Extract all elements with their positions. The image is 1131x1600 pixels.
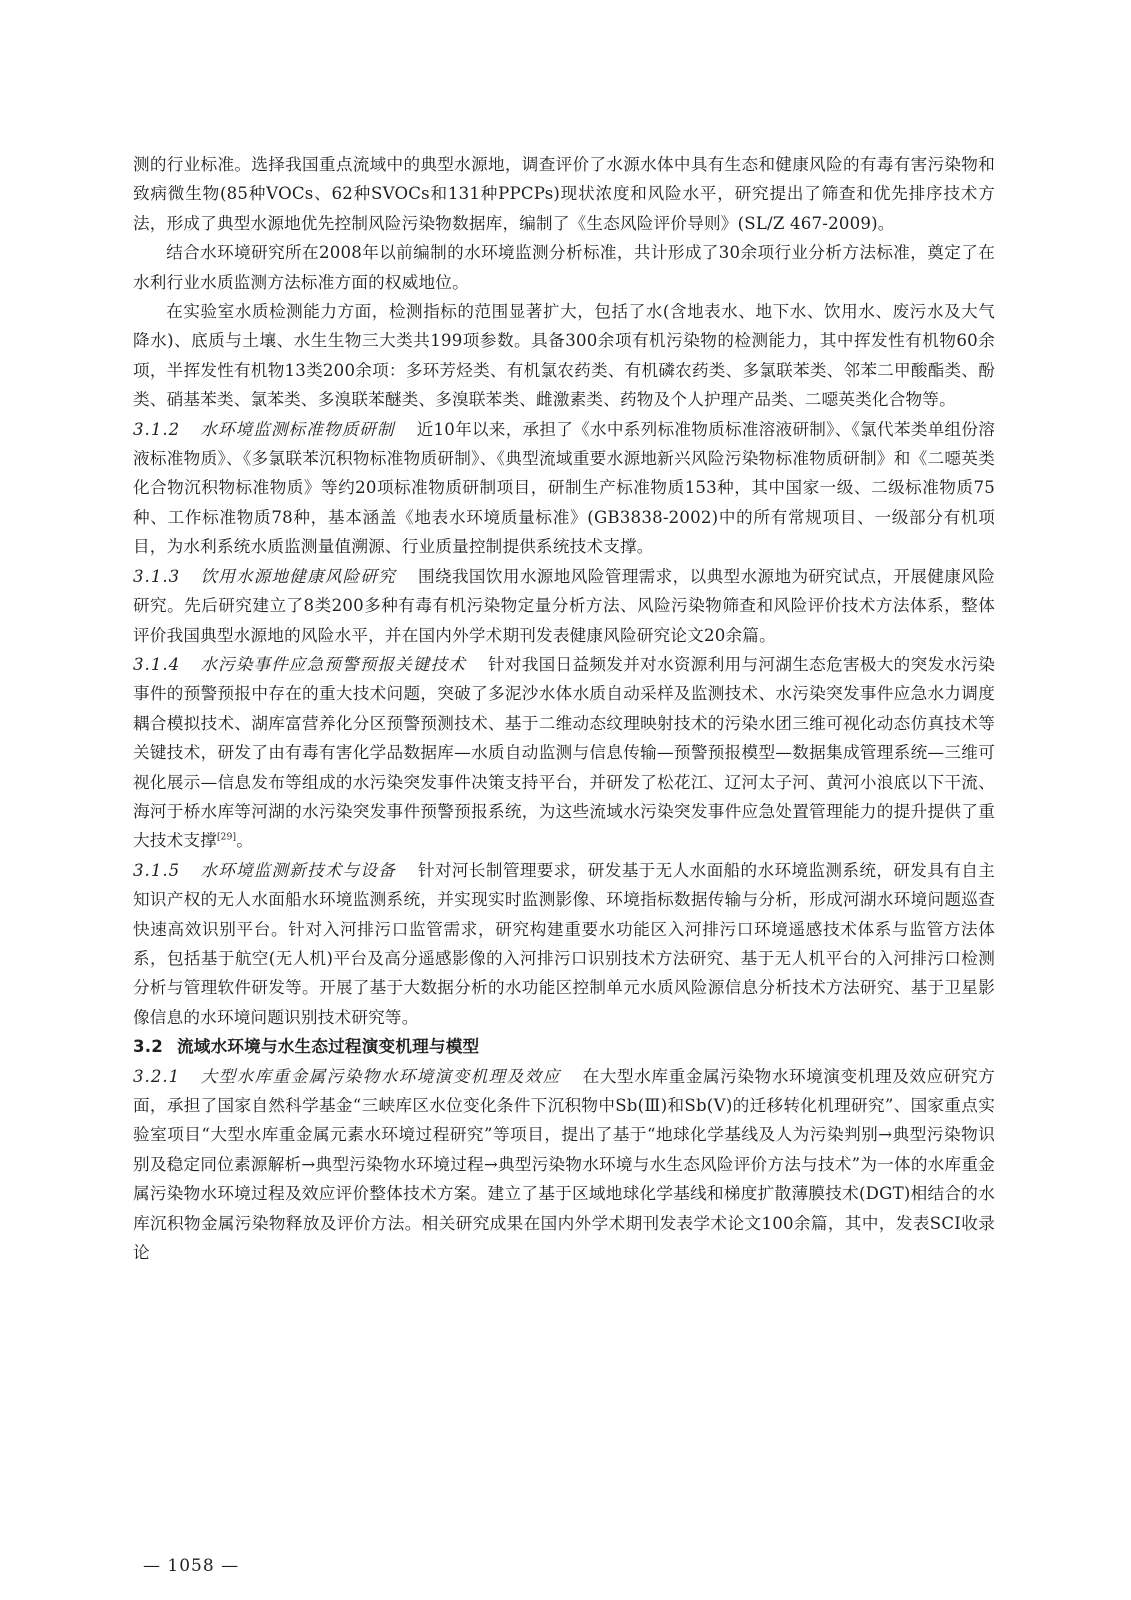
section-3-1-5 [133,856,995,1032]
section-3-1-3 [133,562,995,650]
paragraph-lab-capability: 在实验室水质检测能力方面，检测指标的范围显著扩大，包括了水(含地表水、地下水、饮用水、废污水及大气降水)、底质与土壤、水生生物三大类共199项参数。具备300余项有机污染物的检测能力，其中挥发性有机物60余项，半挥发性有机物13类200余项：多环芳烃类、有机氯农药类、有机磷农药类、多氯联苯类、邻苯二甲酸酯类、酚类、硝基苯类、氯苯类、多溴联苯醚类、多溴联苯类、雌激素类、药物及个人护理产品类、二噁英类化合物等。 [133,302,995,410]
section-body: 针对我国日益频发并对水资源利用与河湖生态危害极大的突发水污染事件的预警预报中存在的重大技术问题，突破了多泥沙水体水质自动采样及监测技术、水污染突发事件应急水力调度耦合模拟技术、湖库富营养化分区预警预测技术、基于二维动态纹理映射技术的污染水团三维可视化动态仿真技术等关键技术，研发了由有毒有害化学品数据库—水质自动监测与信息传输—预警预报模型—数据集成管理系统—三维可视化展示—信息发布等组成的水污染突发事件决策支持平台，并研发了松花江、辽河太子河、黄河小浪底以下干流、海河于桥水库等河湖的水污染突发事件预警预报系统，为这些流域水污染突发事件应急处置管理能力的提升提供了重大技术支撑 [133,654,996,851]
citation-reference: [29] [216,832,237,843]
section-title: 水污染事件应急预警预报关键技术 [200,654,466,674]
section-title: 水环境监测新技术与设备 [200,860,396,880]
section-body: 针对河长制管理要求，研发基于无人水面船的水环境监测系统，研发具有自主知识产权的无人水面船水环境监测系统，并实现实时监测影像、环境指标数据传输与分析，形成河湖水环境问题巡查快速高效识别平台。针对入河排污口监管需求，研究构建重要水功能区入河排污口环境遥感技术体系与监管方法体系，包括基于航空(无人机)平台及高分遥感影像的入河排污口识别技术方法研究、基于无人机平台的入河排污口检测分析与管理软件研发等。开展了基于大数据分析的水功能区控制单元水质风险源信息分析技术方法研究、基于卫星影像信息的水环境问题识别技术研究等。 [133,860,995,1027]
section-number: 3.1.3 [133,566,181,586]
section-3-2-1 [133,1062,995,1268]
section-heading-3-2 [133,1032,995,1061]
section-3-1-2 [133,415,995,562]
section-title: 流域水环境与水生态过程演变机理与模型 [177,1037,480,1057]
section-3-1-4 [133,650,995,856]
section-body-tail: 。 [236,831,254,851]
section-number: 3.2.1 [133,1066,181,1086]
section-number: 3.1.5 [133,860,181,880]
paragraph-standards: 结合水环境研究所在2008年以前编制的水环境监测分析标准，共计形成了30余项行业分析方法标准，奠定了在水利行业水质监测方法标准方面的权威地位。 [133,243,995,292]
body-text [133,150,995,1267]
section-number: 3.1.2 [133,419,181,439]
page-number: — 1058 — [143,1556,240,1576]
section-number: 3.2 [133,1037,163,1057]
section-body: 近10年以来，承担了《水中系列标准物质标准溶液研制》、《氯代苯类单组份溶液标准物质》、《多氯联苯沉积物标准物质研制》、《典型流域重要水源地新兴风险污染物标准物质研制》和《二噁英类化合物沉积物标准物质》等约20项标准物质研制项目，研制生产标准物质153种，其中国家一级、二级标准物质75种、工作标准物质78种，基本涵盖《地表水环境质量标准》(GB3838-2002)中的所有常规项目、一级部分有机项目，为水利系统水质监测量值溯源、行业质量控制提供系统技术支撑。 [133,419,996,557]
section-title: 水环境监测标准物质研制 [200,419,395,439]
section-title: 饮用水源地健康风险研究 [200,566,396,586]
paragraph-continuation: 测的行业标准。选择我国重点流域中的典型水源地，调查评价了水源水体中具有生态和健康风险的有毒有害污染物和致病微生物(85种VOCs、62种SVOCs和131种PPCPs)现状浓度和风险水平，研究提出了筛查和优先排序技术方法，形成了典型水源地优先控制风险污染物数据库，编制了《生态风险评价导则》(SL/Z 467-2009)。 [133,155,995,233]
section-number: 3.1.4 [133,654,181,674]
section-body: 围绕我国饮用水源地风险管理需求，以典型水源地为研究试点，开展健康风险研究。先后研究建立了8类200多种有毒有机污染物定量分析方法、风险污染物筛查和风险评价技术方法体系，整体评价我国典型水源地的风险水平，并在国内外学术期刊发表健康风险研究论文20余篇。 [133,566,995,645]
section-title: 大型水库重金属污染物水环境演变机理及效应 [200,1066,561,1086]
section-body: 在大型水库重金属污染物水环境演变机理及效应研究方面，承担了国家自然科学基金“三峡库区水位变化条件下沉积物中Sb(Ⅲ)和Sb(Ⅴ)的迁移转化机理研究”、国家重点实验室项目“大型水库重金属元素水环境过程研究”等项目，提出了基于“地球化学基线及人为污染判别→典型污染物识别及稳定同位素源解析→典型污染物水环境过程→典型污染物水环境与水生态风险评价方法与技术”为一体的水库重金属污染物水环境过程及效应评价整体技术方案。建立了基于区域地球化学基线和梯度扩散薄膜技术(DGT)相结合的水库沉积物金属污染物释放及评价方法。相关研究成果在国内外学术期刊发表学术论文100余篇，其中，发表SCI收录论 [133,1066,995,1263]
